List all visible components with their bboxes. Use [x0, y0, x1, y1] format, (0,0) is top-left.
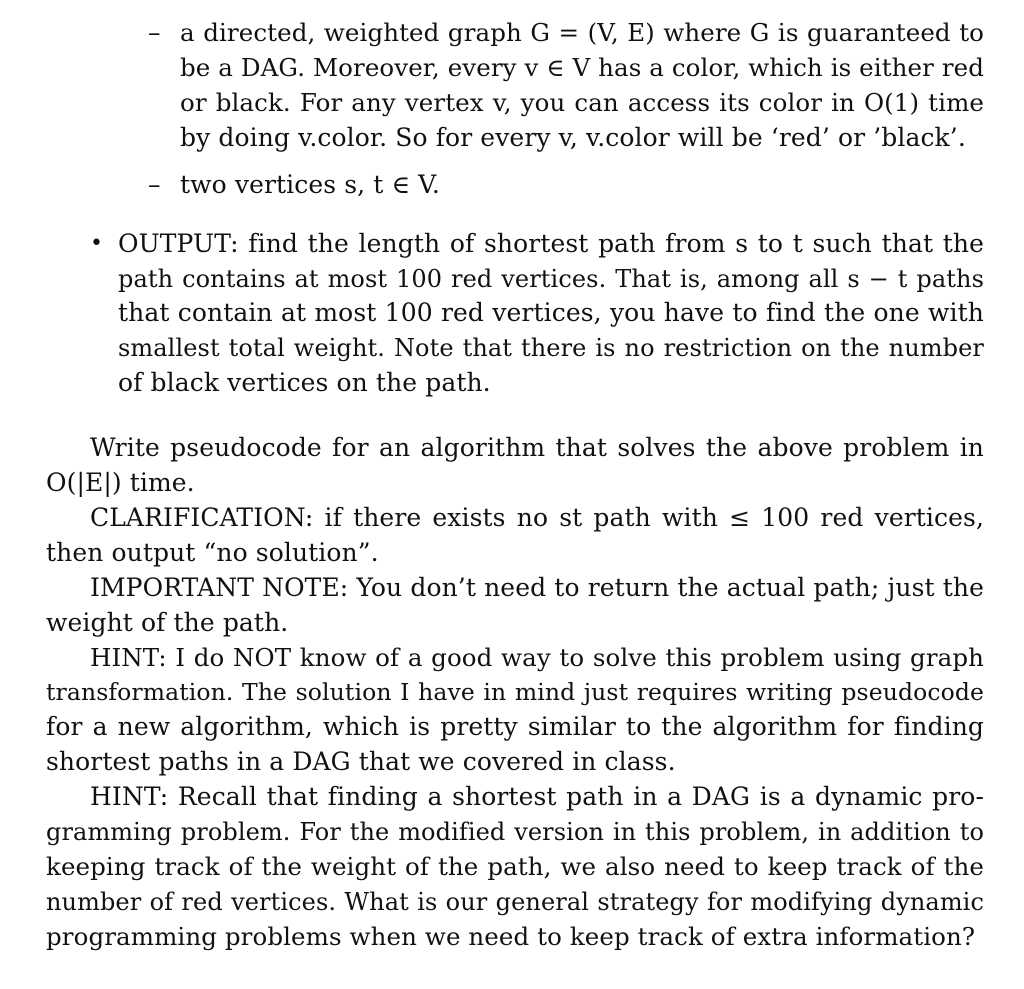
dash-marker: – [148, 170, 161, 199]
output-line-3: that contain at most 100 red vertices, you have to find the one with [118, 298, 984, 327]
important-note-line-1: IMPORTANT NOTE: You don’t need to return the actual path; just the [90, 573, 984, 602]
hint2-line-4: number of red vertices. What is our general strategy for modifying dynamic [46, 888, 984, 916]
important-note-line-2: weight of the path. [46, 608, 289, 637]
hint1-line-3: for a new algorithm, which is pretty similar to the algorithm for finding [46, 712, 984, 741]
clarification-line-2: then output “no solution”. [46, 538, 379, 567]
output-line-4: smallest total weight. Note that there is no restriction on the number [118, 334, 984, 362]
hint2-line-2: gramming problem. For the modified version in this problem, in addition to [46, 818, 984, 846]
output-line-5: of black vertices on the path. [118, 368, 491, 397]
hint1-line-1: HINT: I do NOT know of a good way to solve this problem using graph [90, 643, 984, 672]
clarification-line-1: CLARIFICATION: if there exists no st path with ≤ 100 red vertices, [90, 503, 984, 532]
hint2-line-3: keeping track of the weight of the path, we also need to keep track of the [46, 852, 984, 881]
graph-description-line-1: a directed, weighted graph G = (V, E) where G is guaranteed to [180, 18, 984, 47]
vertices-description-line: two vertices s, t ∈ V. [180, 170, 440, 199]
graph-description-line-2: be a DAG. Moreover, every v ∈ V has a color, which is either red [180, 53, 985, 82]
hint2-line-1: HINT: Recall that finding a shortest path in a DAG is a dynamic pro- [90, 782, 984, 811]
hint1-line-2: transformation. The solution I have in mind just requires writing pseudocode [46, 678, 984, 706]
graph-description-line-4: by doing v.color. So for every v, v.color will be ‘red’ or ’black’. [180, 123, 966, 152]
bullet-marker: • [90, 231, 103, 256]
output-line-2: path contains at most 100 red vertices. That is, among all s − t paths [118, 265, 984, 293]
graph-description-line-3: or black. For any vertex v, you can access its color in O(1) time [180, 88, 984, 117]
hint2-line-5: programming problems when we need to keep track of extra information? [46, 922, 976, 951]
task-paragraph-line-2: O(|E|) time. [46, 468, 195, 497]
dash-marker: – [148, 18, 161, 47]
task-paragraph-line-1: Write pseudocode for an algorithm that solves the above problem in [90, 433, 984, 462]
output-line-1: OUTPUT: find the length of shortest path from s to t such that the [118, 229, 984, 258]
hint1-line-4: shortest paths in a DAG that we covered in class. [46, 747, 676, 776]
